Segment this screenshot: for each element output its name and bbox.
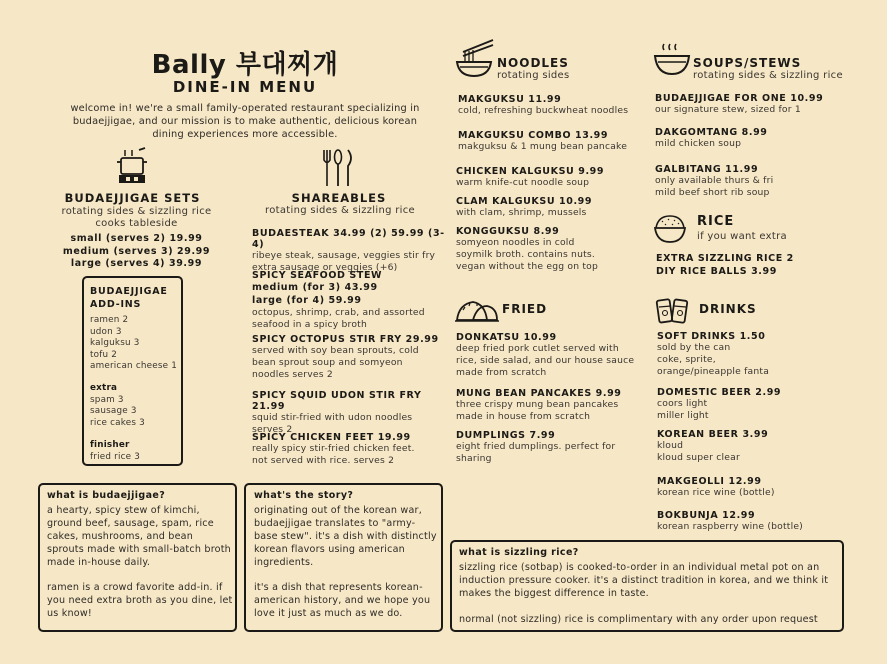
faq-line: originating out of the korean war, — [254, 505, 422, 516]
item-desc: korean raspberry wine (bottle) — [657, 521, 803, 532]
item-name: SOFT DRINKS 1.50 — [657, 331, 766, 342]
faq-line: normal (not sizzling) rice is complimentary with any order upon request — [459, 614, 818, 625]
item-name: MUNG BEAN PANCAKES 9.99 — [456, 388, 622, 399]
soups-sub: rotating sides & sizzling rice — [693, 70, 843, 81]
item-desc: miller light — [657, 410, 709, 422]
faq-sizzling-rice-box — [450, 540, 844, 632]
faq-title: what's the story? — [254, 490, 354, 501]
set-size: medium (serves 3) 29.99 — [62, 245, 211, 257]
finisher-item: fried rice 3 — [90, 451, 141, 462]
item-desc: makguksu & 1 mung bean pancake — [458, 141, 628, 152]
item-name: KOREAN BEER 3.99 — [657, 429, 769, 440]
faq-line: sprouts made with small-batch broth — [47, 544, 231, 555]
item-desc: cold, refreshing buckwheat noodles — [458, 105, 629, 116]
faq-line: ramen is a crowd favorite add-in. if — [47, 582, 223, 593]
pot-icon — [113, 150, 153, 186]
rice-item: EXTRA SIZZLING RICE 2 — [656, 253, 794, 264]
item-desc: sold by the can — [657, 342, 731, 353]
noodles-title: NOODLES — [497, 56, 569, 70]
faq-story-box — [244, 483, 443, 632]
faq-line: love it just as much as we do. — [254, 608, 403, 619]
item-name: GALBITANG 11.99 — [655, 164, 759, 175]
faq-line: ingredients. — [254, 557, 314, 568]
item-price: large (for 4) 59.99 — [252, 294, 362, 306]
fried-title: FRIED — [502, 302, 548, 316]
sets-sizes — [50, 233, 223, 271]
item-name: BOKBUNJA 12.99 — [657, 510, 756, 521]
item-desc: soymilk broth. contains nuts. — [456, 249, 596, 261]
shareable-item — [252, 334, 452, 382]
item-desc: ribeye steak, sausage, veggies stir fry — [252, 250, 436, 261]
faq-budaejjigae-box — [38, 483, 237, 632]
item-name: SPICY OCTOPUS STIR FRY 29.99 — [252, 334, 439, 345]
addins-title: BUDAEJJIGAE ADD-INS — [90, 286, 168, 310]
item-name: MAKGUKSU COMBO 13.99 — [458, 130, 609, 141]
fried-item — [456, 332, 656, 380]
faq-line: a hearty, spicy stew of kimchi, — [47, 505, 200, 516]
item-desc: kloud super clear — [657, 452, 740, 464]
item-desc: our signature stew, sized for 1 — [655, 104, 801, 115]
noodle-item — [458, 130, 658, 153]
faq-line: us know! — [47, 608, 92, 619]
item-name: DUMPLINGS 7.99 — [456, 430, 556, 441]
item-desc: kloud — [657, 440, 684, 451]
item-desc: somyeon noodles in cold — [456, 237, 575, 248]
item-name: SPICY SQUID UDON STIR FRY 21.99 — [252, 390, 422, 412]
fried-item — [456, 388, 656, 423]
rice-sub: if you want extra — [697, 231, 787, 242]
item-desc: extra sausage or veggies (+6) — [252, 262, 398, 274]
item-name: DAKGOMTANG 8.99 — [655, 127, 768, 138]
item-desc: korean rice wine (bottle) — [657, 487, 775, 498]
extra-title: extra — [90, 382, 118, 393]
item-name: BUDAESTEAK 34.99 (2) 59.99 (3-4) — [252, 228, 445, 250]
item-desc: deep fried pork cutlet served with — [456, 343, 619, 354]
extra-item: sausage 3 — [90, 406, 137, 417]
item-name: CLAM KALGUKSU 10.99 — [456, 196, 593, 207]
shareables-title: SHAREABLES — [291, 191, 387, 205]
item-desc: really spicy stir-fried chicken feet. — [252, 443, 415, 454]
noodle-item — [456, 196, 656, 219]
item-name: BUDAEJJIGAE FOR ONE 10.99 — [655, 93, 824, 104]
item-name: MAKGEOLLI 12.99 — [657, 476, 762, 487]
set-size: small (serves 2) 19.99 — [70, 233, 203, 244]
item-name: CHICKEN KALGUKSU 9.99 — [456, 166, 605, 177]
item-name: DONKATSU 10.99 — [456, 332, 557, 343]
item-desc: only available thurs & fri — [655, 175, 774, 186]
extra-item: spam 3 — [90, 394, 124, 405]
item-desc: mild chicken soup — [655, 138, 742, 149]
faq-line: ground beef, sausage, spam, rice — [47, 518, 214, 529]
addin-item: american cheese 1 — [90, 361, 178, 372]
item-desc: seafood in a spicy broth — [252, 319, 367, 331]
item-desc: coke, sprite, — [657, 354, 716, 366]
rice-bowl-icon — [654, 214, 686, 244]
intro-text: welcome in! we're a small family-operated restaurant specializing in budaejjigae, and our mission is to make authentic, delicious korean dining experiences more accessible. — [70, 103, 420, 140]
rice-items — [656, 252, 856, 278]
item-desc: octopus, shrimp, crab, and assorted — [252, 307, 425, 318]
fried-item — [456, 430, 656, 465]
drink-item — [657, 331, 857, 379]
noodle-item — [456, 226, 656, 274]
item-desc: made in house from scratch — [456, 411, 591, 423]
drink-item — [657, 387, 857, 422]
set-size: large (serves 4) 39.99 — [70, 258, 203, 269]
item-desc: sharing — [456, 453, 492, 465]
item-desc: rice, side salad, and our house sauce — [456, 355, 635, 367]
addin-item: kalguksu 3 — [90, 338, 140, 349]
faq-title: what is sizzling rice? — [459, 547, 579, 558]
shareable-item — [252, 228, 452, 274]
item-desc: not served with rice. serves 2 — [252, 455, 395, 467]
item-desc: coors light — [657, 398, 708, 409]
item-desc: orange/pineapple fanta — [657, 366, 770, 378]
faq-title: what is budaejjigae? — [47, 490, 166, 501]
soups-title: SOUPS/STEWS — [693, 56, 802, 70]
addin-item: ramen 2 — [90, 315, 129, 325]
soup-bowl-icon — [654, 42, 690, 78]
item-name: KONGGUKSU 8.99 — [456, 226, 560, 237]
drink-item — [657, 510, 857, 533]
faq-line: cakes, mushrooms, and bean — [47, 531, 194, 542]
faq-line: american history, and we hope you — [254, 595, 431, 606]
drink-cans-icon — [655, 295, 691, 325]
item-desc: mild beef short rib soup — [655, 187, 770, 199]
utensils-icon — [323, 150, 355, 186]
item-name: SPICY CHICKEN FEET 19.99 — [252, 432, 411, 443]
item-name: SPICY SEAFOOD STEW — [252, 270, 383, 281]
dumplings-icon — [455, 298, 499, 324]
noodle-bowl-icon — [455, 38, 495, 78]
drink-item — [657, 429, 857, 464]
item-desc: three crispy mung bean pancakes — [456, 399, 619, 410]
drinks-title: DRINKS — [699, 302, 757, 316]
soup-item — [655, 164, 855, 199]
soup-item — [655, 93, 855, 116]
item-desc: noodles serves 2 — [252, 369, 333, 381]
item-desc: warm knife-cut noodle soup — [456, 177, 590, 188]
faq-line: budaejjigae translates to "army- — [254, 518, 416, 529]
shareable-item — [252, 432, 452, 467]
sets-title: BUDAEJJIGAE SETS — [64, 191, 201, 205]
noodles-sub: rotating sides — [497, 70, 570, 81]
brand-name: Bally 부대찌개 — [151, 50, 339, 80]
noodle-item — [458, 94, 658, 117]
item-desc: eight fried dumplings. perfect for — [456, 441, 616, 452]
sets-sub: rotating sides & sizzling rice — [61, 206, 212, 217]
faq-line: you need extra broth as you dine, let — [47, 595, 233, 606]
item-name: MAKGUKSU 11.99 — [458, 94, 562, 105]
addins-box — [82, 276, 183, 466]
item-desc: squid stir-fried with udon noodles — [252, 412, 413, 423]
item-desc: served with soy bean sprouts, cold — [252, 345, 419, 356]
faq-line: makes the biggest difference in taste. — [459, 588, 649, 599]
faq-line: made in-house daily. — [47, 557, 151, 568]
item-name: DOMESTIC BEER 2.99 — [657, 387, 782, 398]
shareables-sub: rotating sides & sizzling rice — [265, 205, 415, 216]
item-desc: made from scratch — [456, 367, 547, 379]
item-desc: vegan without the egg on top — [456, 261, 599, 273]
faq-line: base stew". it's a dish with distinctly — [254, 531, 437, 542]
item-desc: serves 2 — [252, 424, 293, 436]
finisher-title: finisher — [90, 440, 130, 451]
drink-item — [657, 476, 857, 499]
addin-item: udon 3 — [90, 326, 122, 337]
shareable-item — [252, 269, 452, 331]
shareable-item — [252, 390, 452, 436]
faq-line: sizzling rice (sotbap) is cooked-to-order in an individual metal pot on an — [459, 562, 820, 573]
extra-item: rice cakes 3 — [90, 417, 145, 428]
item-price: medium (for 3) 43.99 — [252, 282, 378, 293]
soup-item — [655, 127, 855, 150]
rice-item: DIY RICE BALLS 3.99 — [656, 266, 777, 277]
addin-item: tofu 2 — [90, 349, 118, 360]
faq-line: induction pressure cooker. it's a distinct tradition in korea, and we think it — [459, 575, 829, 586]
noodle-item — [456, 166, 656, 189]
sets-sub2: cooks tableside — [95, 218, 178, 229]
faq-line: it's a dish that represents korean- — [254, 582, 423, 593]
rice-title: RICE — [697, 214, 735, 229]
menu-subtitle: DINE-IN MENU — [172, 78, 318, 96]
faq-line: korean flavors using american — [254, 544, 405, 555]
item-desc: with clam, shrimp, mussels — [456, 207, 587, 218]
item-desc: bean sprout soup and somyeon — [252, 357, 403, 369]
